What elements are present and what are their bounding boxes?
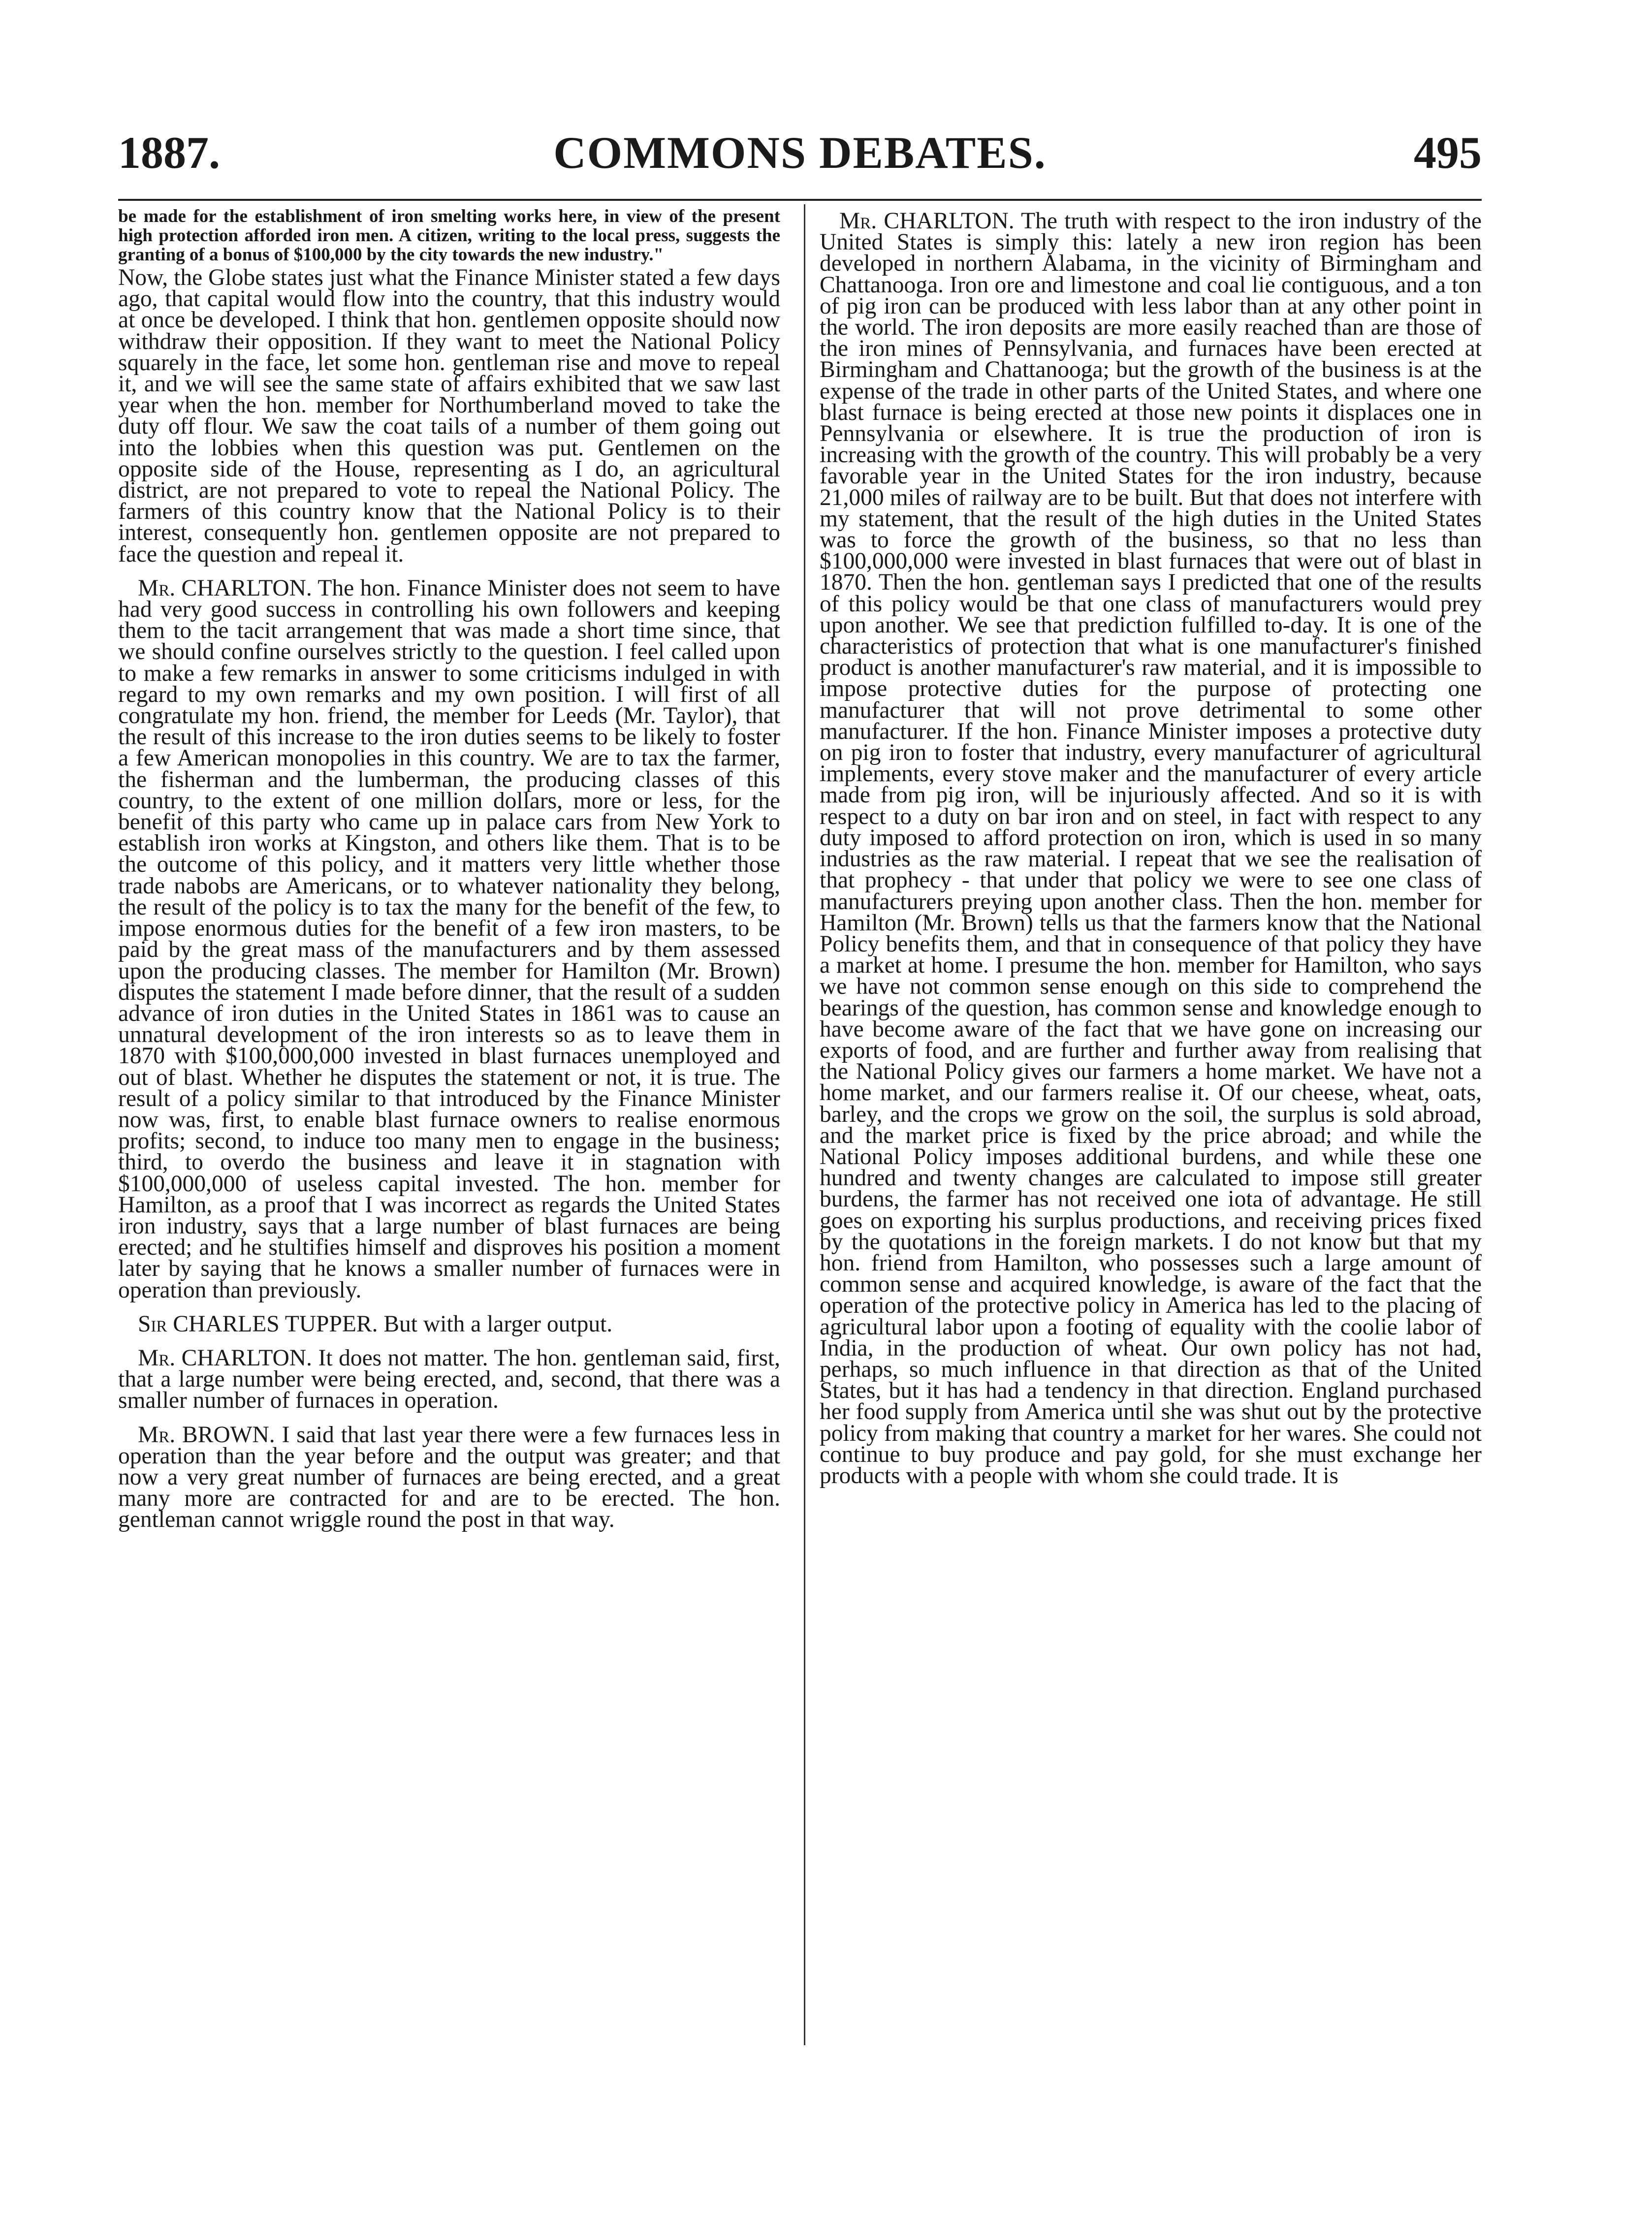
right-column: [820, 207, 1482, 1487]
speaker-name: Sir CHARLES TUPPER.: [138, 1311, 378, 1337]
speech-text: But with a larger output.: [383, 1311, 613, 1337]
speaker-name: Mr. CHARLTON.: [839, 208, 1015, 234]
speaker-name: Mr. BROWN.: [138, 1422, 275, 1448]
speech-text: I said that last year there were a few furnaces less in operation than the year before and the output was greater; and that now a very great number of furnaces are being erected, and a great many more are contracted for and are to be erected. The hon. gentleman cannot wriggle round the post in that way.: [118, 1422, 780, 1533]
speaker-name: Mr. CHARLTON.: [138, 1345, 312, 1371]
speech: [820, 208, 1482, 1489]
speech-text: The hon. Finance Minister does not seem to have had very good success in controlling his own followers and keeping them to the tacit arrangement that was made a short time since, that we should confine ourselves strictly to the question. I feel called upon to make a few remarks in answer to some criticisms indulged in with regard to my own remarks and my own position. I will first of all congratulate my hon. friend, the member for Leeds (Mr. Taylor), that the result of this increase to the iron duties seems to be likely to foster a few American monopolies in this country. We are to tax the farmer, the fisherman and the lumberman, the producing classes of this country, to the extent of one million dollars, more or less, for the benefit of this party who came up in palace cars from New York to establish iron works at Kingston, and others like them. That is to be the outcome of this policy, and it matters very little whether those trade nabobs are Americans, or to whatever nationality they belong, the result of the policy is to tax the many for the benefit of the few, to impose enormous duties for the benefit of a few iron masters, to be paid by the great mass of the manufacturers and by them assessed upon the producing classes. The member for Hamilton (Mr. Brown) disputes the statement I made before dinner, that the result of a sudden advance of iron duties in the United States in 1861 was to cause an unnatural development of the iron interests so as to leave them in 1870 with $100,000,000 invested in blast furnaces unemployed and out of blast. Whether he disputes the statement or not, it is true. The result of a policy similar to that introduced by the Finance Minister now was, first, to enable blast furnace owners to realise enormous profits; second, to induce too many men to engage in the business; third, to overdo the business and leave it in stagnation with $100,000,000 of useless capital invested. The hon. member for Hamilton, as a proof that I was incorrect as regards the United States iron industry, says that a large number of blast furnaces are being erected; and he stultifies himself and disproves his position a moment later by saying that he knows a smaller number of furnaces were in operation than previously.: [118, 575, 780, 1303]
header-rule: [118, 199, 1482, 201]
column-divider: [804, 204, 805, 2045]
header-year: 1887.: [118, 127, 220, 178]
header-page-number: 495: [1414, 127, 1482, 178]
quoted-extract: be made for the establishment of iron smelting works here, in view of the present high protection afforded iron men. A citizen, writing to the local press, suggests the granting of a bonus of $100,000 by the city towards the new industry.": [118, 206, 780, 265]
speech: [118, 1345, 781, 1414]
speech: [118, 1422, 780, 1533]
page-header: [118, 123, 1482, 192]
speech: [118, 575, 780, 1303]
speech-text: It does not matter. The hon. gentleman said, first, that a large number were being erected, and, second, that there was a smaller number of furnaces in operation.: [118, 1345, 781, 1414]
header-title: COMMONS DEBATES.: [553, 127, 1047, 178]
paragraph: Now, the Globe states just what the Finance Minister stated a few days ago, that capital would flow into the country, that this industry would at once be developed. I think that hon. gentlemen opposite should now withdraw their opposition. If they want to meet the National Policy squarely in the face, let some hon. gentleman rise and move to repeal it, and we will see the same state of affairs exhibited that we saw last year when the hon. member for Northumberland moved to take the duty off flour. We saw the coat tails of a number of them going out into the lobbies when this question was put. Gentlemen on the opposite side of the House, representing as I do, an agricultural district, are not prepared to vote to repeal the National Policy. The farmers of this country know that the National Policy is to their interest, consequently hon. gentlemen opposite are not prepared to face the question and repeal it.: [118, 265, 780, 567]
speech-text: The truth with respect to the iron industry of the United States is simply this: lately a new iron region has been developed in northern Alabama, in the vicinity of Birmingham and Chattanooga. Iron ore and limestone and coal lie contiguous, and a ton of pig iron can be produced with less labor than at any other point in the world. The iron deposits are more easily reached than are those of the iron mines of Pennsylvania, and furnaces have been erected at Birmingham and Chattanooga; but the growth of the business is at the expense of the trade in other parts of the United States, and where one blast furnace is being erected at those new points it displaces one in Pennsylvania or elsewhere. It is true the production of iron is increasing with the growth of the country. This will probably be a very favorable year in the United States for the iron industry, because 21,000 miles of railway are to be built. But that does not interfere with my statement, that the result of the high duties in the United States was to force the growth of the business, so that no less than $100,000,000 were invested in blast furnaces that were out of blast in 1870. Then the hon. gentleman says I predicted that one of the results of this policy would be that one class of manufacturers would prey upon another. We see that prediction fulfilled to-day. It is one of the characteristics of protection that what is one manufacturer's finished product is another manufacturer's raw material, and it is impossible to impose protective duties for the purpose of protecting one manufacturer that will not prove detrimental to some other manufacturer. If the hon. Finance Minister imposes a protective duty on pig iron to foster that industry, every manufacturer of agricultural implements, every stove maker and the manufacturer of every article made from pig iron, will be injuriously affected. And so it is with respect to a duty on bar iron and on steel, in fact with respect to any duty imposed to afford protection on iron, which is used in so many industries as the raw material. I repeat that we see the realisation of that prophecy - that under that policy we were to see one class of manufacturers preying upon another class. Then the hon. member for Hamilton (Mr. Brown) tells us that the farmers know that the National Policy benefits them, and that in consequence of that policy they have a market at home. I presume the hon. member for Hamilton, who says we have not common sense enough on this side to comprehend the bearings of the question, has common sense and knowledge enough to have become aware of the fact that we have gone on increasing our exports of food, and are further and further away from realising that the National Policy gives our farmers a home market. We have not a home market, and our farmers realise it. Of our cheese, wheat, oats, barley, and the crops we grow on the soil, the surplus is sold abroad, and the market price is fixed by the price abroad; and while the National Policy imposes additional burdens, and while these one hundred and twenty changes are calculated to impose still greater burdens, the farmer has not received one iota of advantage. He still goes on exporting his surplus productions, and receiving prices fixed by the quotations in the foreign markets. I do not know but that my hon. friend from Hamilton, who possesses such a large amount of common sense and acquired knowledge, is aware of the fact that the operation of the protective policy in America has led to the placing of agricultural labor upon a footing of equality with the coolie labor of India, in the production of wheat. Our own policy has not had, perhaps, so much influence in that direction as that of the United States, but it has had a tendency in that direction. England purchased her food supply from America until she was shut out by the protective policy from making that country a market for her wares. She could not continue to buy produce and pay gold, for she must exchange her products with a people with whom she could trade. It is: [820, 208, 1482, 1489]
speech: [118, 1311, 780, 1337]
left-column: [118, 207, 780, 1531]
speaker-name: Mr. CHARLTON.: [138, 575, 312, 601]
